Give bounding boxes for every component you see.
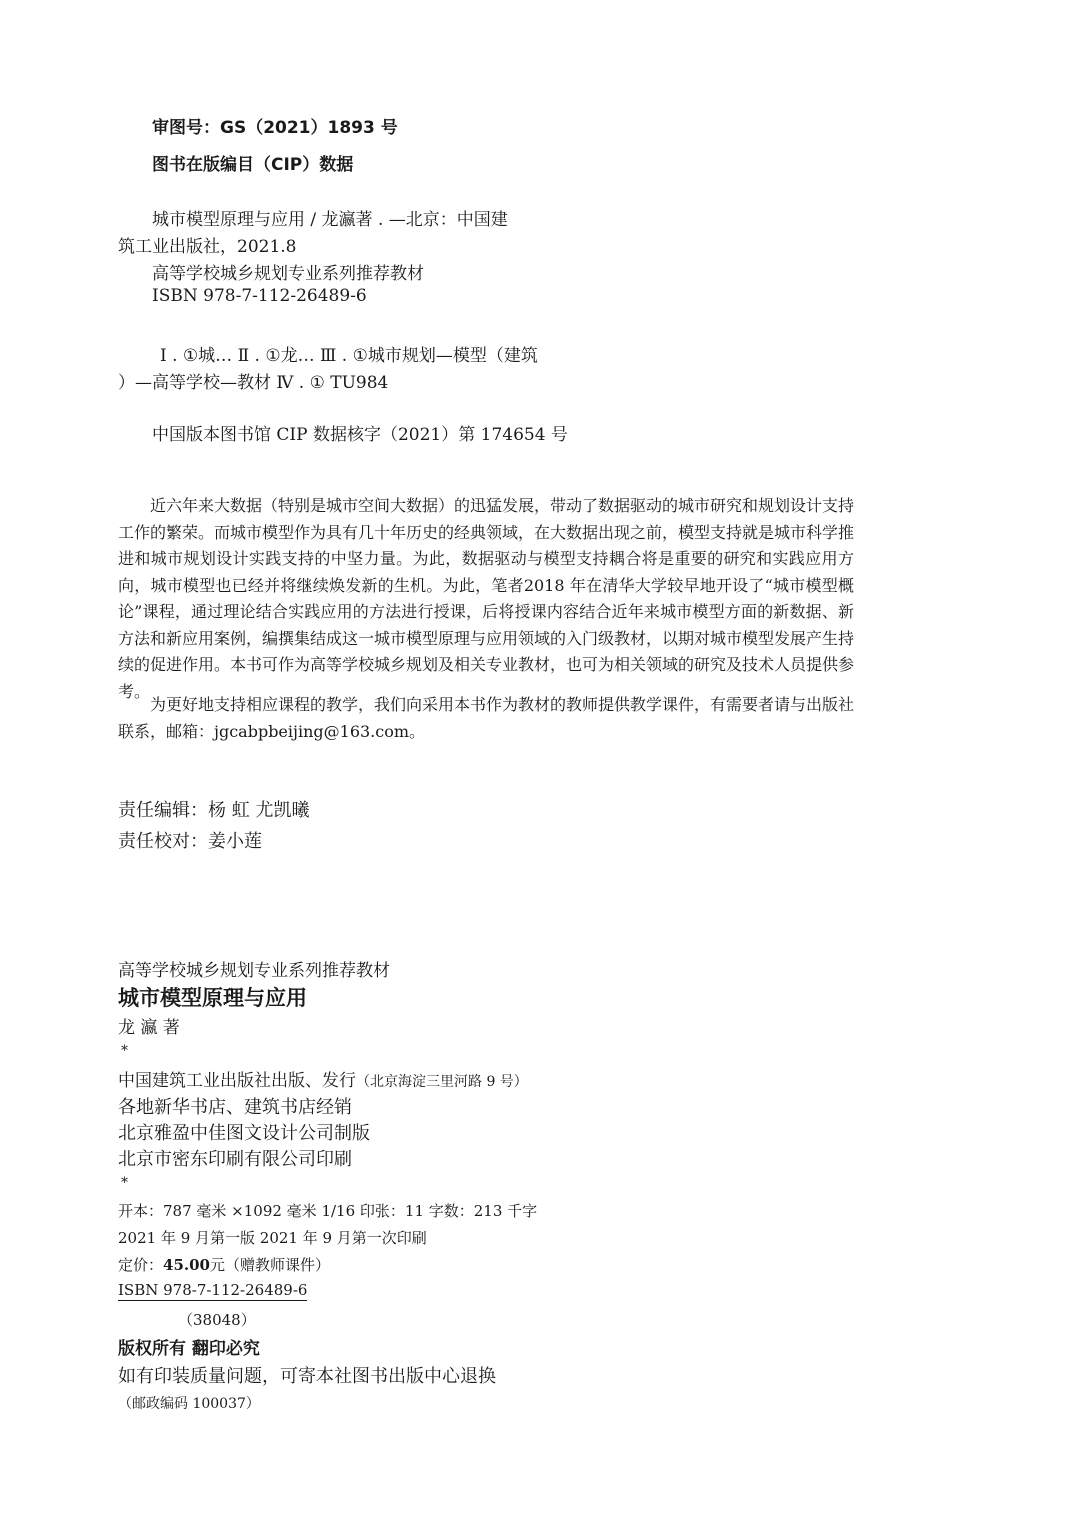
series-name: 高等学校城乡规划专业系列推荐教材: [118, 961, 390, 981]
intro-paragraph-1: 近六年来大数据（特别是城市空间大数据）的迅猛发展，带动了数据驱动的城市研究和规划设计支持工作的繁荣。而城市模型作为具有几十年历史的经典领域，在大数据出现之前，模型支持就是城市科学推进和城市规划设计实践支持的中坚力量。为此，数据驱动与模型支持耦合将是重要的研究和实践应用方向，城市模型也已经并将继续焕发新的生机。为此，笔者2018 年在清华大学较早地开设了“城市模型概论”课程，通过理论结合实践应用的方法进行授课，后将授课内容结合近年来城市模型方面的新数据、新方法和新应用案例，编撰集结成这一城市模型原理与应用领域的入门级教材，以期对城市模型发展产生持续的促进作用。本书可作为高等学校城乡规划及相关专业教材，也可为相关领域的研究及技术人员提供参考。: [118, 496, 855, 701]
cip-classification-1: Ⅰ . ①城… Ⅱ . ①龙… Ⅲ . ①城市规划—模型（建筑: [160, 346, 538, 366]
postcode-line: （邮政编码 100037）: [118, 1396, 260, 1412]
publisher-name: 中国建筑工业出版社出版、发行: [118, 1071, 356, 1091]
return-notice: 如有印装质量问题，可寄本社图书出版中心退换: [118, 1366, 496, 1387]
price-value: 45.00: [163, 1256, 210, 1274]
isbn-line: [118, 1281, 307, 1299]
responsible-proofreader: 责任校对：姜小莲: [118, 831, 262, 852]
author-line: 龙 瀛 著: [118, 1018, 180, 1038]
cip-line-3: 高等学校城乡规划专业系列推荐教材: [152, 264, 424, 284]
cip-classification-2: ）—高等学校—教材 Ⅳ . ① TU984: [118, 373, 389, 393]
edition-line: 2021 年 9 月第一版 2021 年 9 月第一次印刷: [118, 1229, 427, 1247]
cip-verification: 中国版本图书馆 CIP 数据核字（2021）第 174654 号: [152, 425, 568, 445]
cip-heading: 图书在版编目（CIP）数据: [152, 155, 354, 175]
separator-star-1: *: [121, 1043, 128, 1059]
cip-line-1: 城市模型原理与应用 / 龙瀛著 . —北京：中国建: [152, 210, 508, 230]
review-number: 审图号：GS（2021）1893 号: [152, 118, 398, 138]
plate-maker-line: 北京雅盈中佳图文设计公司制版: [118, 1123, 370, 1144]
responsible-editor: 责任编辑：杨 虹 尤凯曦: [118, 800, 310, 821]
intro-paragraph-2: 为更好地支持相应课程的教学，我们向采用本书作为教材的教师提供教学课件，有需要者请与出版社联系，邮箱：jgcabpbeijing@163.com。: [118, 695, 855, 741]
distributor-line: 各地新华书店、建筑书店经销: [118, 1097, 352, 1118]
book-code: （38048）: [178, 1311, 256, 1329]
price-suffix: 元（赠教师课件）: [210, 1256, 331, 1274]
format-line: 开本：787 毫米 ×1092 毫米 1/16 印张：11 字数：213 千字: [118, 1202, 538, 1220]
publisher-address: （北京海淀三里河路 9 号）: [356, 1074, 528, 1090]
printer-line: 北京市密东印刷有限公司印刷: [118, 1149, 352, 1170]
price-label: 定价：: [118, 1256, 164, 1274]
cip-line-4: ISBN 978-7-112-26489-6: [152, 286, 367, 306]
price-line: [118, 1254, 330, 1275]
cip-line-2: 筑工业出版社，2021.8: [118, 237, 297, 257]
copyright-notice: 版权所有 翻印必究: [118, 1339, 260, 1359]
publisher-line: [118, 1066, 528, 1091]
isbn-number: ISBN 978-7-112-26489-6: [118, 1281, 308, 1299]
book-title: 城市模型原理与应用: [118, 986, 307, 1010]
separator-star-2: *: [121, 1175, 128, 1191]
